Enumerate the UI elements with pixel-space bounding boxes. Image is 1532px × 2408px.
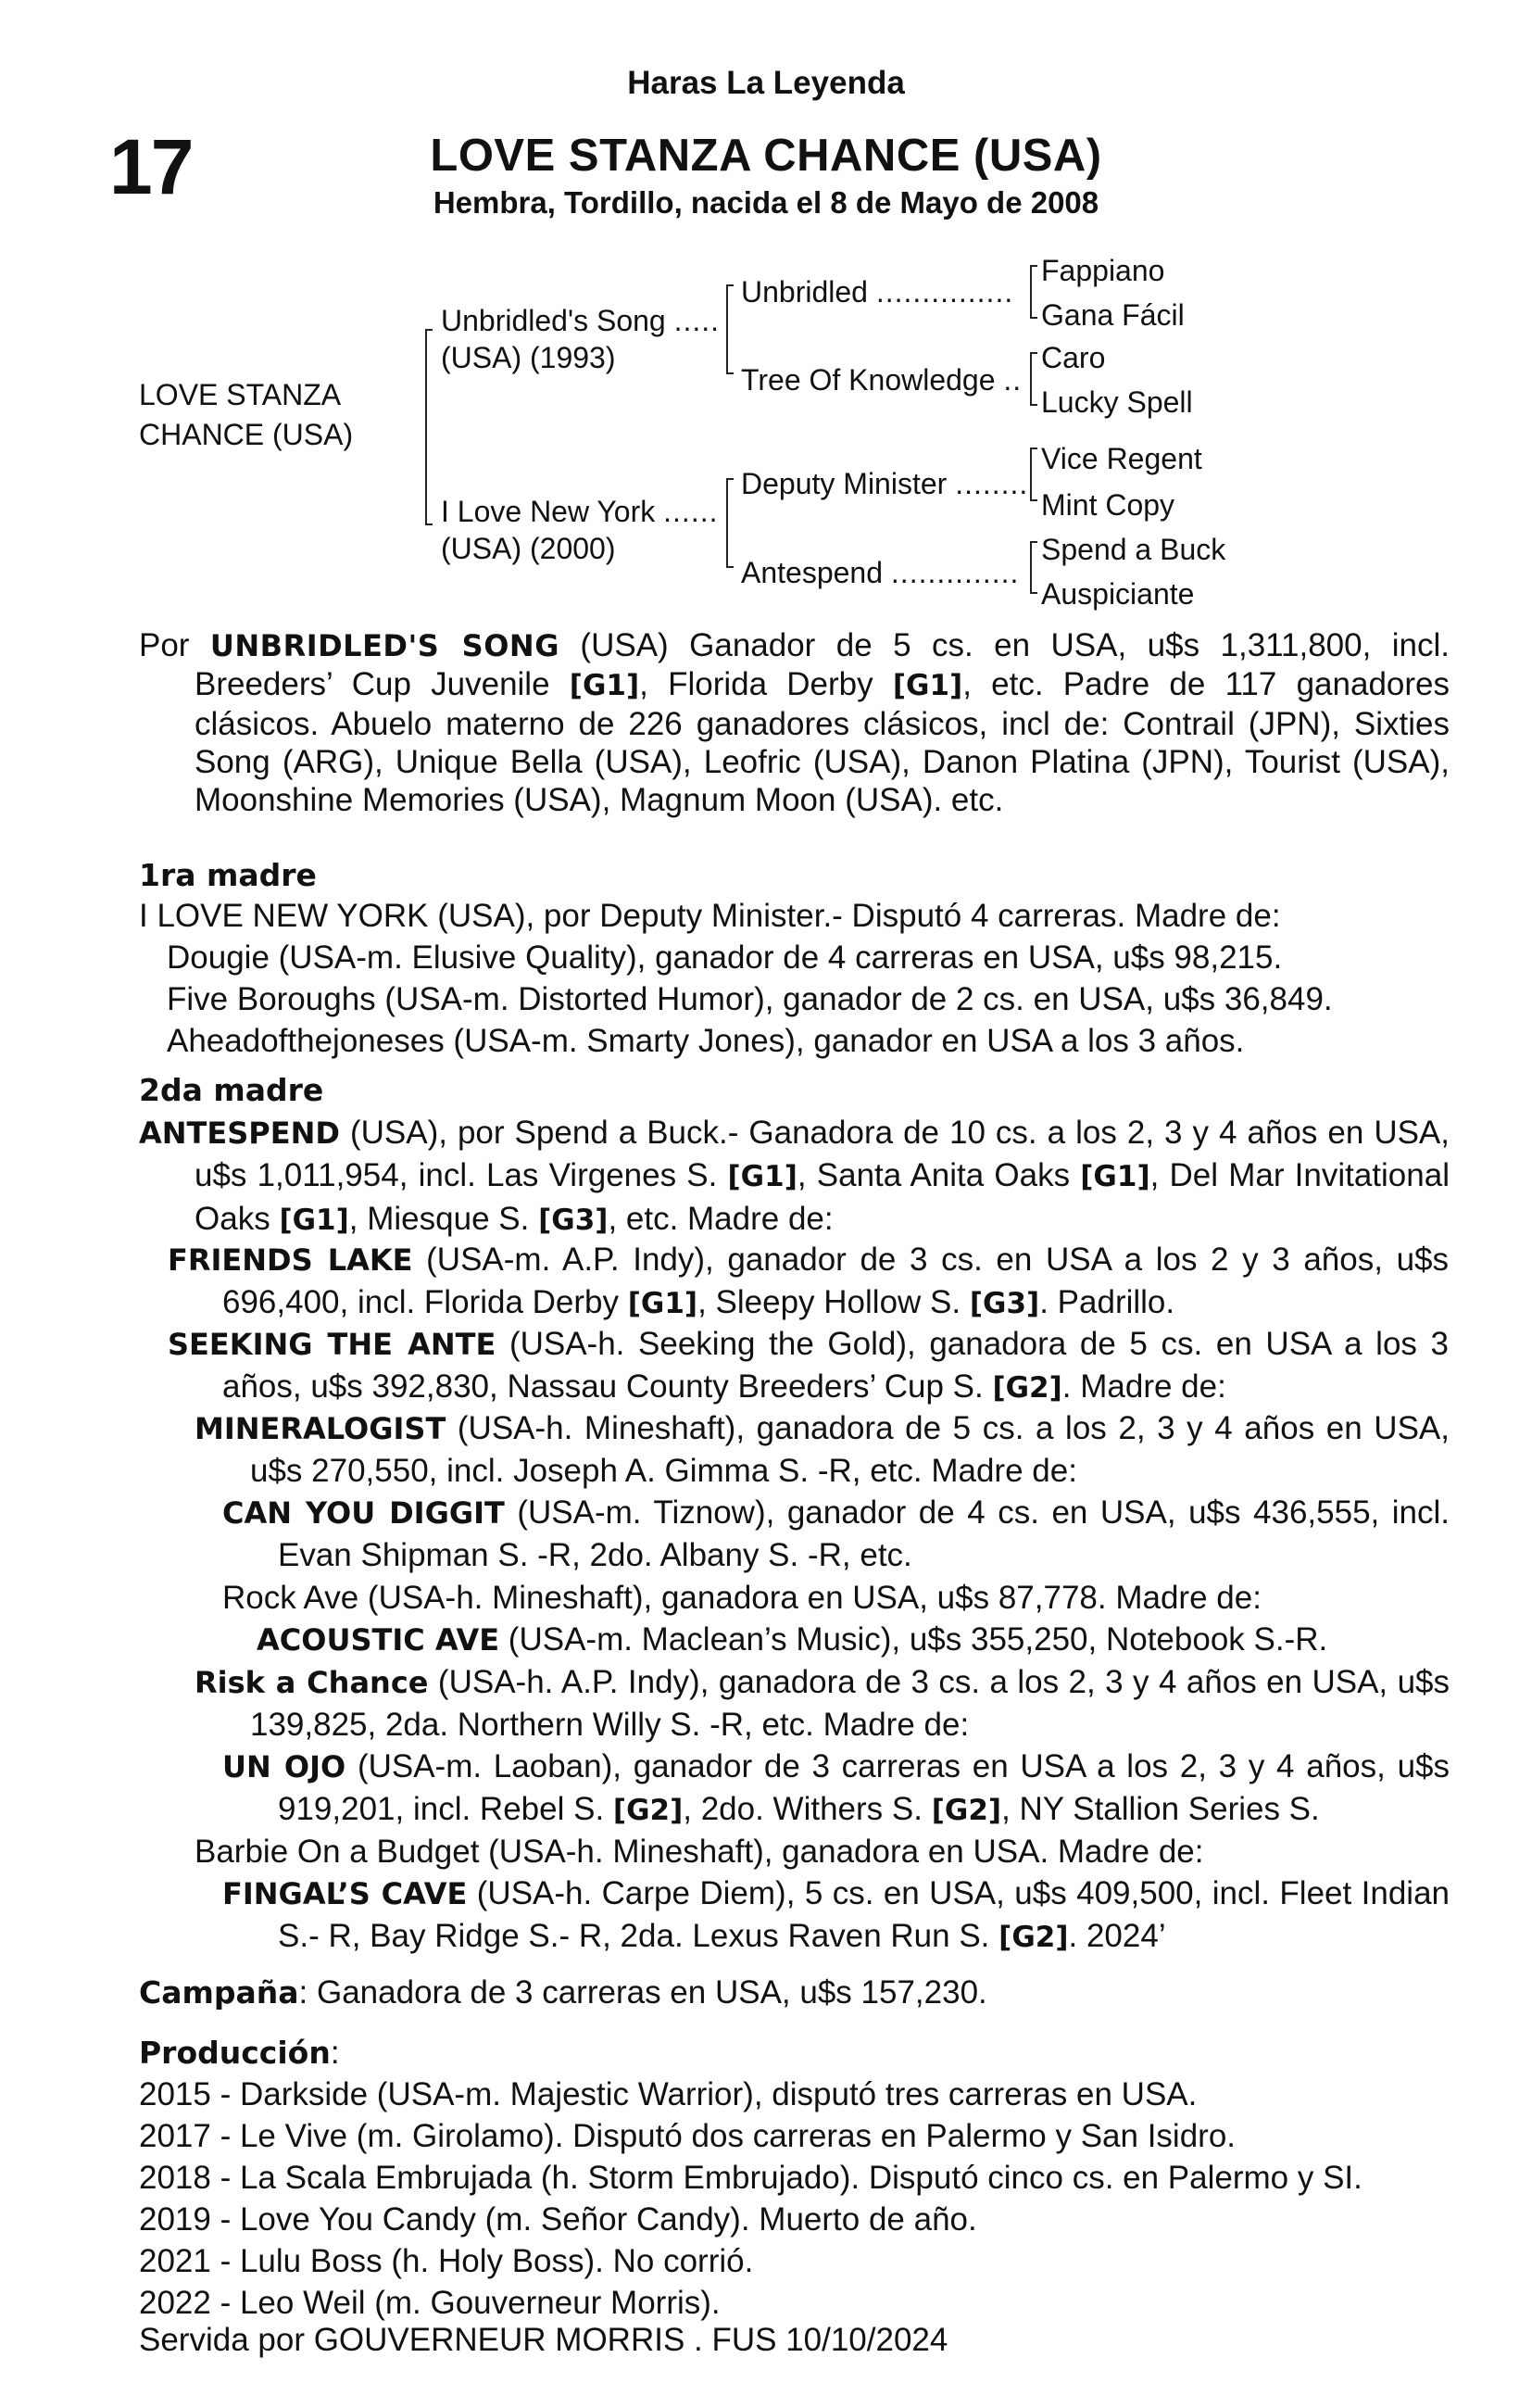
sire-name: Unbridled's Song: [441, 304, 666, 337]
antespend-text-2: , Santa Anita Oaks: [797, 1157, 1071, 1193]
pedigree-gen3-4: Lucky Spell: [1041, 385, 1193, 419]
pedigree-gen3-3: Caro: [1041, 341, 1106, 374]
grade-badge: [G1]: [892, 669, 963, 702]
seeking-the-ante-text-2: . Madre de:: [1061, 1368, 1226, 1405]
friends-lake-text-2: , Sleepy Hollow S.: [697, 1284, 961, 1320]
sire-text-2: , Florida Derby: [639, 666, 873, 702]
grade-badge: [G2]: [992, 1371, 1062, 1405]
first-dam-produce-2: Five Boroughs (USA-m. Distorted Humor), ganador de 2 cs. en USA, u$s 36,849.: [167, 981, 1333, 1017]
sire-por: Por: [139, 627, 190, 663]
produccion-item: 2017 - Le Vive (m. Girolamo). Disputó dos carreras en Palermo y San Isidro.: [139, 2118, 1237, 2154]
can-you-diggit-name: CAN YOU DIGGIT: [222, 1495, 505, 1531]
risk-a-chance-name: Risk a Chance: [195, 1665, 429, 1700]
dam-dots: ......: [663, 495, 719, 528]
un-ojo-text-2: , 2do. Withers S.: [683, 1791, 923, 1827]
sd-dots: ..: [1003, 363, 1023, 397]
first-dam-produce-1: Dougie (USA-m. Elusive Quality), ganador de 4 carreras en USA, u$s 98,215.: [167, 939, 1283, 976]
fingals-cave-text-1: (USA-h. Carpe Diem), 5 cs. en USA, u$s 409,500, incl. Fleet Indian S.- R, Bay Ridge S.- R, 2da. Lexus Raven Run S.: [278, 1875, 1450, 1954]
servida-line: Servida por GOUVERNEUR MORRIS . FUS 10/10/2024: [139, 2322, 948, 2358]
produccion-colon: :: [330, 2035, 340, 2071]
mineralogist-paragraph: [195, 1407, 1450, 1493]
produccion-item: 2022 - Leo Weil (m. Gouverneur Morris).: [139, 2285, 721, 2321]
antespend-paragraph: [139, 1112, 1450, 1242]
pedigree-sire-dam: [741, 363, 1022, 397]
pedigree-gen3-6: Mint Copy: [1041, 488, 1175, 522]
friends-lake-text-3: . Padrillo.: [1039, 1284, 1175, 1320]
produccion-label: Producción: [139, 2035, 331, 2071]
grade-badge: [G3]: [538, 1204, 609, 1237]
bracket-dam: [727, 479, 734, 567]
dam-name: I Love New York: [441, 495, 656, 528]
produccion-item: 2015 - Darkside (USA-m. Majestic Warrior), disputó tres carreras en USA.: [139, 2076, 1198, 2112]
bracket-gen1: [426, 330, 433, 524]
antespend-text-4: , Miesque S.: [348, 1201, 530, 1237]
first-dam-heading: 1ra madre: [139, 857, 317, 893]
produccion-item: 2019 - Love You Candy (m. Señor Candy). Muerto de año.: [139, 2201, 977, 2238]
ds-dots: ........: [955, 467, 1029, 500]
campana-label: Campaña: [139, 1974, 299, 2011]
antespend-text-5: , etc. Madre de:: [608, 1201, 834, 1237]
bracket-sire: [727, 285, 734, 373]
campana-text: : Ganadora de 3 carreras en USA, u$s 157,230.: [298, 1974, 987, 2011]
seeking-the-ante-text-1: (USA-h. Seeking the Gold), ganadora de 5 cs. en USA a los 3 años, u$s 392,830, Nassau County Breeders’ Cup S.: [222, 1326, 1449, 1405]
first-dam-produce-3: Aheadofthejoneses (USA-m. Smarty Jones), ganador en USA a los 3 años.: [167, 1023, 1245, 1059]
friends-lake-text-1: (USA-m. A.P. Indy), ganador de 3 cs. en USA a los 2 y 3 años, u$s 696,400, incl. Florida Derby: [222, 1242, 1450, 1320]
fingals-cave-text-2: . 2024’: [1068, 1918, 1166, 1954]
sire-text-3: , etc. Padre de 117 ganadores clásicos. Abuelo materno de 226 ganadores clásicos, incl de: Contrail (JPN), Sixties Song (ARG), Unique Bella (USA), Leofric (USA), Danon Platina (JPN), Tourist (USA), Moonshine Memories (USA), Magnum Moon (USA). etc.: [195, 666, 1450, 818]
ss-name: Unbridled: [741, 275, 868, 309]
horse-name-title: LOVE STANZA CHANCE (USA): [430, 131, 1102, 181]
sire-origin: (USA) (1993): [441, 341, 616, 374]
antespend-text-3: , Del Mar Invitational Oaks: [195, 1157, 1450, 1237]
dd-dots: ..............: [890, 556, 1020, 589]
grade-badge: [G1]: [727, 1160, 797, 1193]
sd-name: Tree Of Knowledge: [741, 363, 996, 397]
pedigree-dam-sire: [741, 467, 1028, 501]
pedigree-dam: [441, 495, 718, 529]
pedigree-sire-sire: [741, 275, 1013, 309]
pedigree-gen3-5: Vice Regent: [1041, 442, 1202, 475]
un-ojo-name: UN OJO: [222, 1749, 346, 1784]
bracket-sd: [1031, 353, 1037, 405]
fingals-cave-name: FINGAL’S CAVE: [222, 1876, 468, 1911]
sire-text-1: (USA) Ganador de 5 cs. en USA, u$s 1,311,800, incl. Breeders’ Cup Juvenile: [195, 627, 1450, 702]
sire-paragraph: [139, 626, 1450, 819]
pedigree-gen3-2: Gana Fácil: [1041, 298, 1185, 332]
bracket-ds: [1031, 448, 1037, 500]
antespend-text-1: (USA), por Spend a Buck.- Ganadora de 10 cs. a los 2, 3 y 4 años en USA, u$s 1,011,954, incl. Las Virgenes S.: [195, 1115, 1450, 1193]
grade-badge: [G1]: [279, 1204, 349, 1237]
fingals-cave-paragraph: [222, 1872, 1450, 1959]
risk-a-chance-text-1: (USA-h. A.P. Indy), ganadora de 3 cs. a los 2, 3 y 4 años en USA, u$s 139,825, 2da. Northern Willy S. -R, etc. Madre de:: [250, 1664, 1450, 1743]
seeking-the-ante-paragraph: [168, 1323, 1449, 1409]
breeder-name: Haras La Leyenda: [627, 65, 905, 101]
produccion-heading: [139, 2034, 340, 2072]
bracket-ss: [1031, 266, 1037, 318]
dam-origin: (USA) (2000): [441, 532, 616, 565]
produccion-item: 2018 - La Scala Embrujada (h. Storm Embrujado). Disputó cinco cs. en Palermo y SI.: [139, 2160, 1362, 2196]
pedigree-brackets: [0, 0, 1532, 649]
horse-description: Hembra, Tordillo, nacida el 8 de Mayo de 2008: [433, 185, 1099, 220]
friends-lake-paragraph: [168, 1239, 1449, 1325]
ss-dots: ...............: [875, 275, 1014, 309]
campana-line: [139, 1973, 987, 2011]
barbie-line: Barbie On a Budget (USA-h. Mineshaft), ganadora en USA. Madre de:: [195, 1834, 1204, 1870]
bracket-dd: [1031, 542, 1037, 593]
second-dam-heading: 2da madre: [139, 1072, 324, 1108]
rock-ave-line: Rock Ave (USA-h. Mineshaft), ganadora en USA, u$s 87,778. Madre de:: [222, 1580, 1262, 1616]
sire-name-bold: UNBRIDLED'S SONG: [209, 628, 559, 663]
grade-badge: [G2]: [612, 1794, 684, 1827]
pedigree-dam-dam: [741, 556, 1019, 590]
first-dam-intro: I LOVE NEW YORK (USA), por Deputy Minister.- Disputó 4 carreras. Madre de:: [139, 898, 1281, 934]
pedigree-subject-line2: CHANCE (USA): [139, 418, 354, 451]
pedigree-gen3-8: Auspiciante: [1041, 577, 1195, 611]
grade-badge: [G1]: [627, 1287, 698, 1320]
un-ojo-text-1: (USA-m. Laoban), ganador de 3 carreras en USA a los 2, 3 y 4 años, u$s 919,201, incl. Rebel S.: [278, 1748, 1450, 1827]
un-ojo-text-3: , NY Stallion Series S.: [1001, 1791, 1320, 1827]
pedigree-gen3-7: Spend a Buck: [1041, 533, 1226, 566]
produccion-item: 2021 - Lulu Boss (h. Holy Boss). No corrió.: [139, 2243, 754, 2279]
pedigree-subject: [139, 378, 353, 452]
grade-badge: [G3]: [969, 1287, 1040, 1320]
friends-lake-name: FRIENDS LAKE: [168, 1242, 413, 1278]
can-you-diggit-paragraph: [222, 1492, 1450, 1577]
acoustic-ave-text: (USA-m. Maclean’s Music), u$s 355,250, Notebook S.-R.: [508, 1621, 1328, 1658]
grade-badge: [G2]: [998, 1921, 1069, 1954]
mineralogist-name: MINERALOGIST: [195, 1411, 446, 1446]
dd-name: Antespend: [741, 556, 884, 589]
seeking-the-ante-name: SEEKING THE ANTE: [168, 1327, 496, 1362]
lot-number: 17: [109, 123, 193, 210]
pedigree-gen3-1: Fappiano: [1041, 254, 1165, 287]
un-ojo-paragraph: [222, 1746, 1450, 1832]
pedigree-subject-line1: LOVE STANZA: [139, 378, 342, 411]
can-you-diggit-text-1: (USA-m. Tiznow), ganador de 4 cs. en USA, u$s 436,555, incl. Evan Shipman S. -R, 2do. Albany S. -R, etc.: [278, 1494, 1450, 1573]
grade-badge: [G1]: [1080, 1160, 1150, 1193]
acoustic-ave-line: [257, 1619, 1327, 1661]
sire-dots: .....: [673, 304, 721, 337]
mineralogist-text-1: (USA-h. Mineshaft), ganadora de 5 cs. a los 2, 3 y 4 años en USA, u$s 270,550, incl. Joseph A. Gimma S. -R, etc. Madre de:: [250, 1410, 1450, 1489]
risk-a-chance-paragraph: [195, 1661, 1450, 1746]
ds-name: Deputy Minister: [741, 467, 948, 500]
acoustic-ave-name: ACOUSTIC AVE: [257, 1622, 500, 1658]
grade-badge: [G1]: [569, 669, 640, 702]
pedigree-sire: [441, 304, 720, 338]
grade-badge: [G2]: [931, 1794, 1002, 1827]
antespend-name: ANTESPEND: [139, 1116, 340, 1151]
